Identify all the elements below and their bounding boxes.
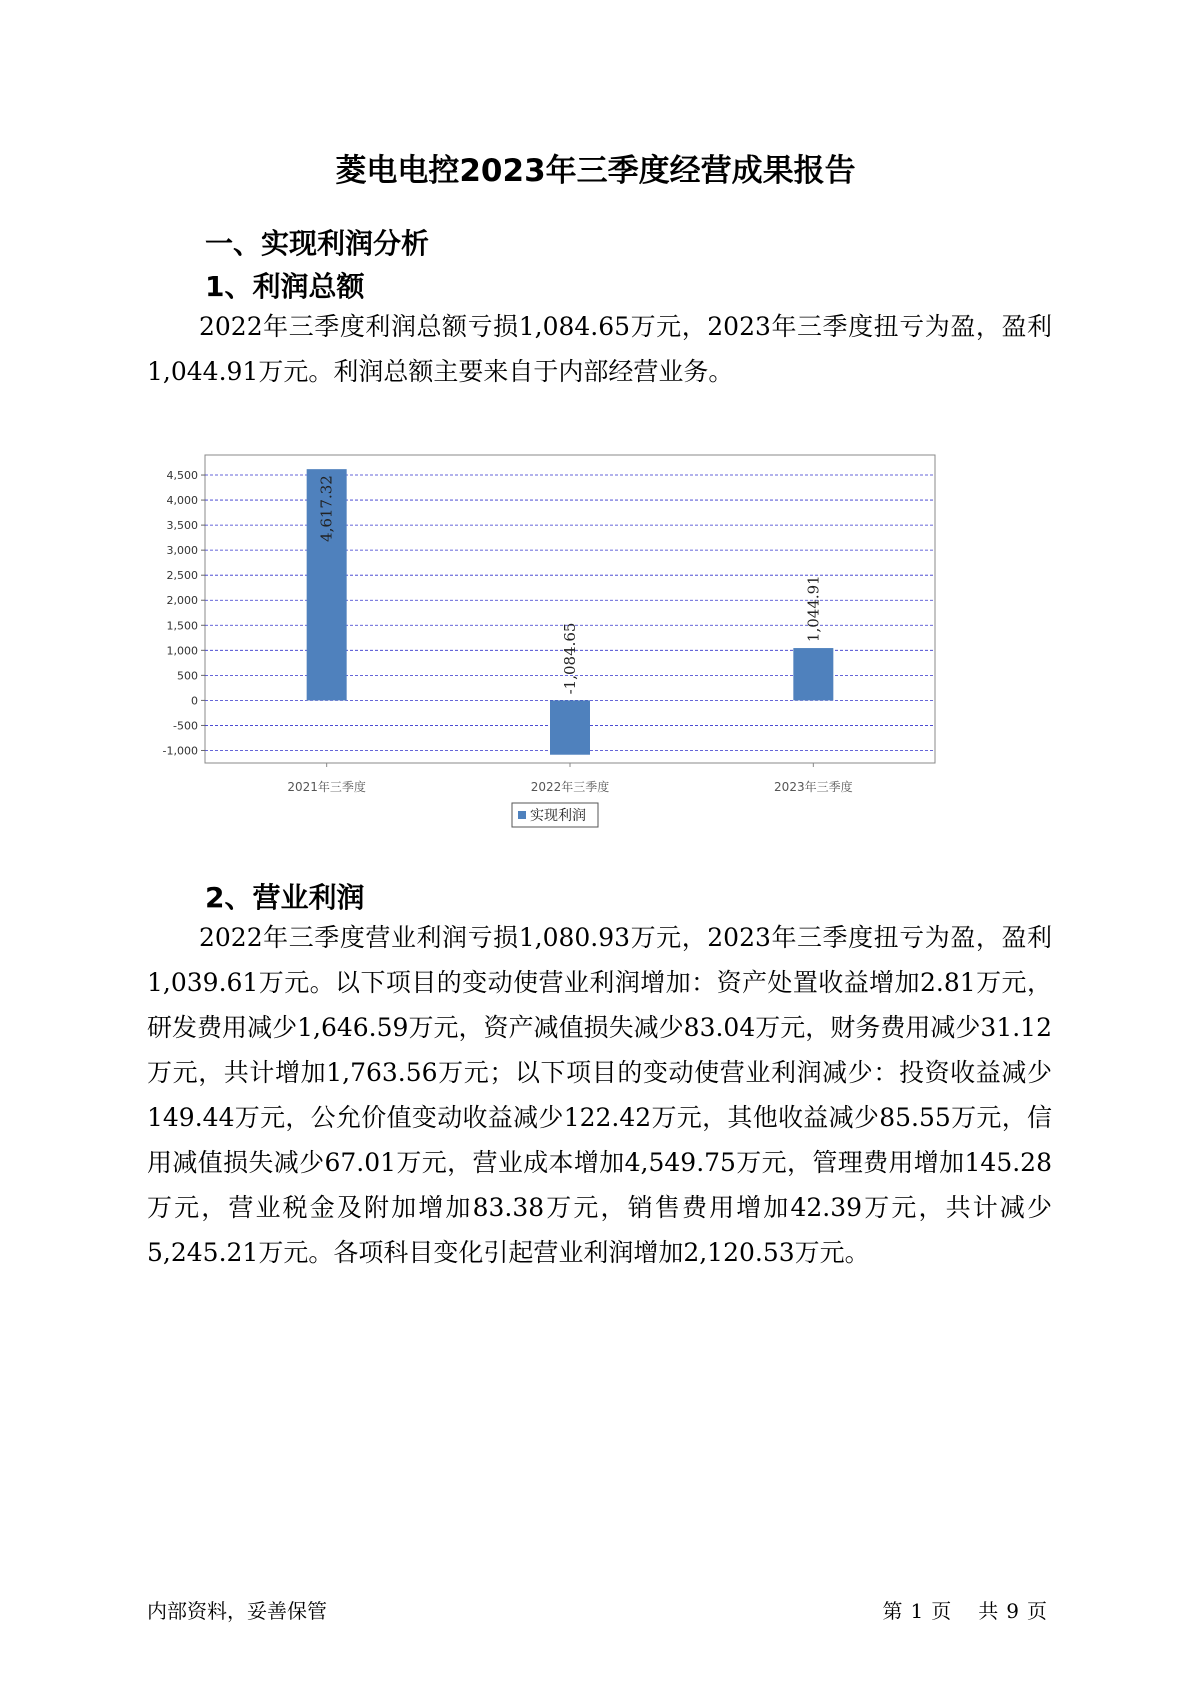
paragraph-operating-profit: 2022年三季度营业利润亏损1,080.93万元，2023年三季度扭亏为盈，盈利1,039.61万元。以下项目的变动使营业利润增加：资产处置收益增加2.81万元，研发费用减少1,646.59万元，资产减值损失减少83.04万元，财务费用减少31.12万元，共计增加1,763.56万元；以下项目的变动使营业利润减少：投资收益减少149.44万元，公允价值变动收益减少122.42万元，其他收益减少85.55万元，信用减值损失减少67.01万元，营业成本增加4,549.75万元，管理费用增加145.28万元，营业税金及附加增加83.38万元，销售费用增加42.39万元，共计减少5,245.21万元。各项科目变化引起营业利润增加2,120.53万元。 bbox=[147, 923, 1052, 1267]
total-pages: 9 bbox=[1006, 1599, 1019, 1623]
document-title: 菱电电控2023年三季度经营成果报告 bbox=[335, 153, 856, 189]
y-tick-label: 1,000 bbox=[166, 644, 198, 658]
y-tick-label: 4,000 bbox=[166, 494, 198, 508]
y-tick-label: 500 bbox=[177, 669, 198, 683]
y-tick-label: 2,500 bbox=[166, 569, 198, 583]
y-tick-label: 3,500 bbox=[166, 519, 198, 533]
bar-data-label: 4,617.32 bbox=[317, 475, 336, 542]
paragraph-total-profit: 2022年三季度利润总额亏损1,084.65万元，2023年三季度扭亏为盈，盈利1,044.91万元。利润总额主要来自于内部经营业务。 bbox=[147, 312, 1052, 386]
page-suffix: 页 bbox=[931, 1599, 952, 1623]
profit-chart bbox=[160, 445, 1030, 905]
subheading-operating-profit: 2、营业利润 bbox=[205, 881, 365, 914]
bar bbox=[793, 648, 833, 700]
section-heading-profit-analysis: 一、实现利润分析 bbox=[205, 227, 430, 260]
bar-data-label: 1,044.91 bbox=[804, 575, 823, 643]
bar bbox=[550, 700, 590, 754]
bar-data-label: -1,084.65 bbox=[561, 622, 579, 695]
legend-label: 实现利润 bbox=[530, 808, 586, 824]
y-tick-label: 0 bbox=[191, 694, 198, 708]
legend-swatch bbox=[518, 811, 526, 819]
x-category-label: 2022年三季度 bbox=[530, 780, 610, 794]
x-category-label: 2023年三季度 bbox=[774, 780, 853, 794]
y-tick-label: 4,500 bbox=[166, 469, 198, 483]
subheading-total-profit: 1、利润总额 bbox=[205, 270, 365, 303]
total-suffix: 页 bbox=[1027, 1599, 1047, 1623]
y-tick-label: -500 bbox=[173, 719, 198, 733]
y-tick-label: -1,000 bbox=[162, 744, 198, 758]
profit-bar-chart-svg bbox=[160, 445, 1030, 905]
x-category-label: 2021年三季度 bbox=[287, 780, 366, 794]
y-tick-label: 2,000 bbox=[166, 594, 198, 608]
footer-page-info bbox=[878, 1595, 1051, 1624]
page-prefix: 第 bbox=[882, 1599, 903, 1623]
page-number: 1 bbox=[910, 1599, 924, 1623]
footer-confidential-note: 内部资料，妥善保管 bbox=[147, 1599, 327, 1623]
y-tick-label: 3,000 bbox=[166, 544, 198, 558]
y-tick-label: 1,500 bbox=[166, 619, 198, 633]
total-prefix: 共 bbox=[978, 1599, 999, 1623]
